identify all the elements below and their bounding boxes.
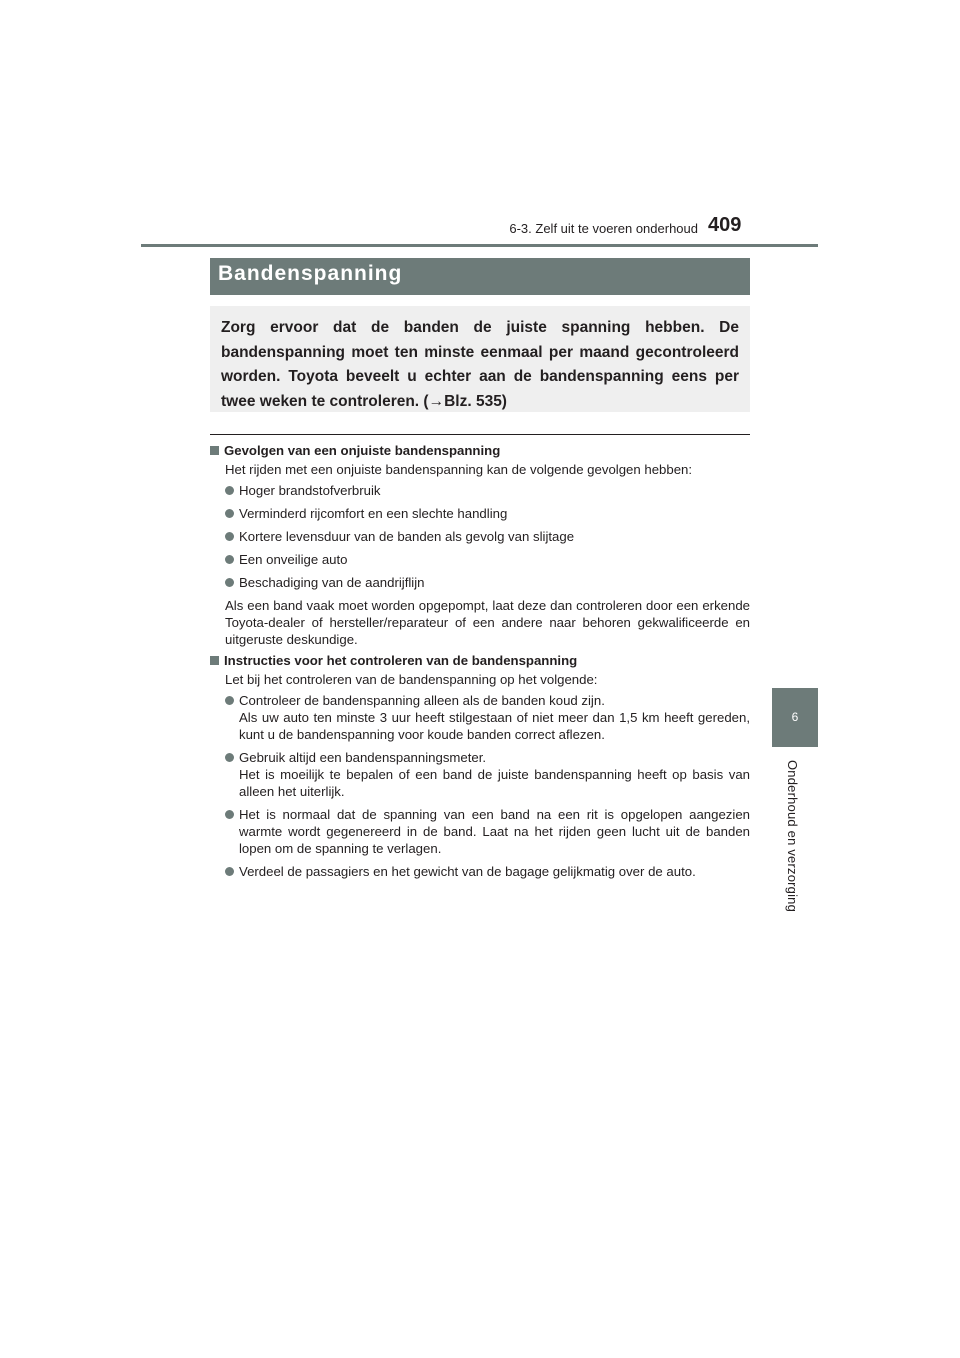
running-header-section: 6-3. Zelf uit te voeren onderhoud (509, 221, 698, 236)
section-closing-text: Als een band vaak moet worden opgepompt, laat deze dan controleren door een erkende Toyota-dealer of hersteller/reparateur of een andere naar behoren gekwalificeerde en uitgeruste deskundige. (225, 598, 750, 647)
bullet-dot-icon (225, 532, 234, 541)
list-item-text: Beschadiging van de aandrijflijn (239, 575, 425, 590)
list-item-text: Gebruik altijd een bandenspanningsmeter. (239, 750, 487, 765)
section-heading-text: Gevolgen van een onjuiste bandenspanning (224, 443, 501, 458)
bullet-dot-icon (225, 810, 234, 819)
list-item-text: Controleer de bandenspanning alleen als de banden koud zijn. (239, 693, 605, 708)
page-number: 409 (708, 214, 742, 236)
list-item (225, 505, 750, 522)
list-item (225, 806, 750, 857)
square-bullet-icon (210, 446, 219, 455)
list-item (225, 574, 750, 591)
intro-text: Zorg ervoor dat de banden de juiste spanning hebben. De bandenspanning moet ten minste eenmaal per maand gecontroleerd worden. Toyota beveelt u echter aan de bandenspanning eens per twee weken te controleren. (→Blz. 535) (221, 319, 739, 410)
list-item (225, 863, 750, 880)
list-item-text: Het is normaal dat de spanning van een band na een rit is opgelopen aangezien warmte wordt gegenereerd in de band. Laat na het rijden geen lucht uit de banden lopen om de spanning te verlagen. (239, 807, 750, 856)
bullet-dot-icon (225, 509, 234, 518)
bullet-dot-icon (225, 486, 234, 495)
list-item (225, 692, 750, 743)
chapter-number: 6 (791, 710, 799, 724)
section-heading-text: Instructies voor het controleren van de bandenspanning (224, 653, 578, 668)
page-title-bar (210, 258, 750, 295)
section-text: Het rijden met een onjuiste bandenspanning kan de volgende gevolgen hebben: (225, 462, 693, 477)
list-item-detail: Als uw auto ten minste 3 uur heeft stilgestaan of niet meer dan 1,5 km heeft gereden, kunt u de bandenspanning voor koude banden correct aflezen. (239, 710, 750, 742)
list-item-text: Verdeel de passagiers en het gewicht van de bagage gelijkmatig over de auto. (239, 864, 696, 879)
bullet-dot-icon (225, 578, 234, 587)
list-item-text: Kortere levensduur van de banden als gevolg van slijtage (239, 529, 575, 544)
bullet-dot-icon (225, 753, 234, 762)
section-text: Let bij het controleren van de bandenspanning op het volgende: (225, 672, 598, 687)
section-heading (210, 652, 750, 669)
bullet-dot-icon (225, 555, 234, 564)
list-item (225, 749, 750, 800)
list-item-text: Verminderd rijcomfort en een slechte handling (239, 506, 508, 521)
intro-box (210, 306, 750, 412)
square-bullet-icon (210, 656, 219, 665)
list-item-detail: Het is moeilijk te bepalen of een band de juiste bandenspanning heeft op basis van alleen het uiterlijk. (239, 767, 750, 799)
list-item (225, 528, 750, 545)
list-item (225, 482, 750, 499)
content (210, 442, 750, 886)
chapter-label: Onderhoud en verzorging (785, 760, 800, 913)
list-item-text: Hoger brandstofverbruik (239, 483, 381, 498)
section-heading (210, 442, 750, 459)
bullet-dot-icon (225, 867, 234, 876)
content-divider (210, 434, 750, 435)
header-divider (141, 244, 818, 247)
bullet-dot-icon (225, 696, 234, 705)
page-title: Bandenspanning (218, 262, 403, 285)
list-item (225, 551, 750, 568)
list-item-text: Een onveilige auto (239, 552, 348, 567)
